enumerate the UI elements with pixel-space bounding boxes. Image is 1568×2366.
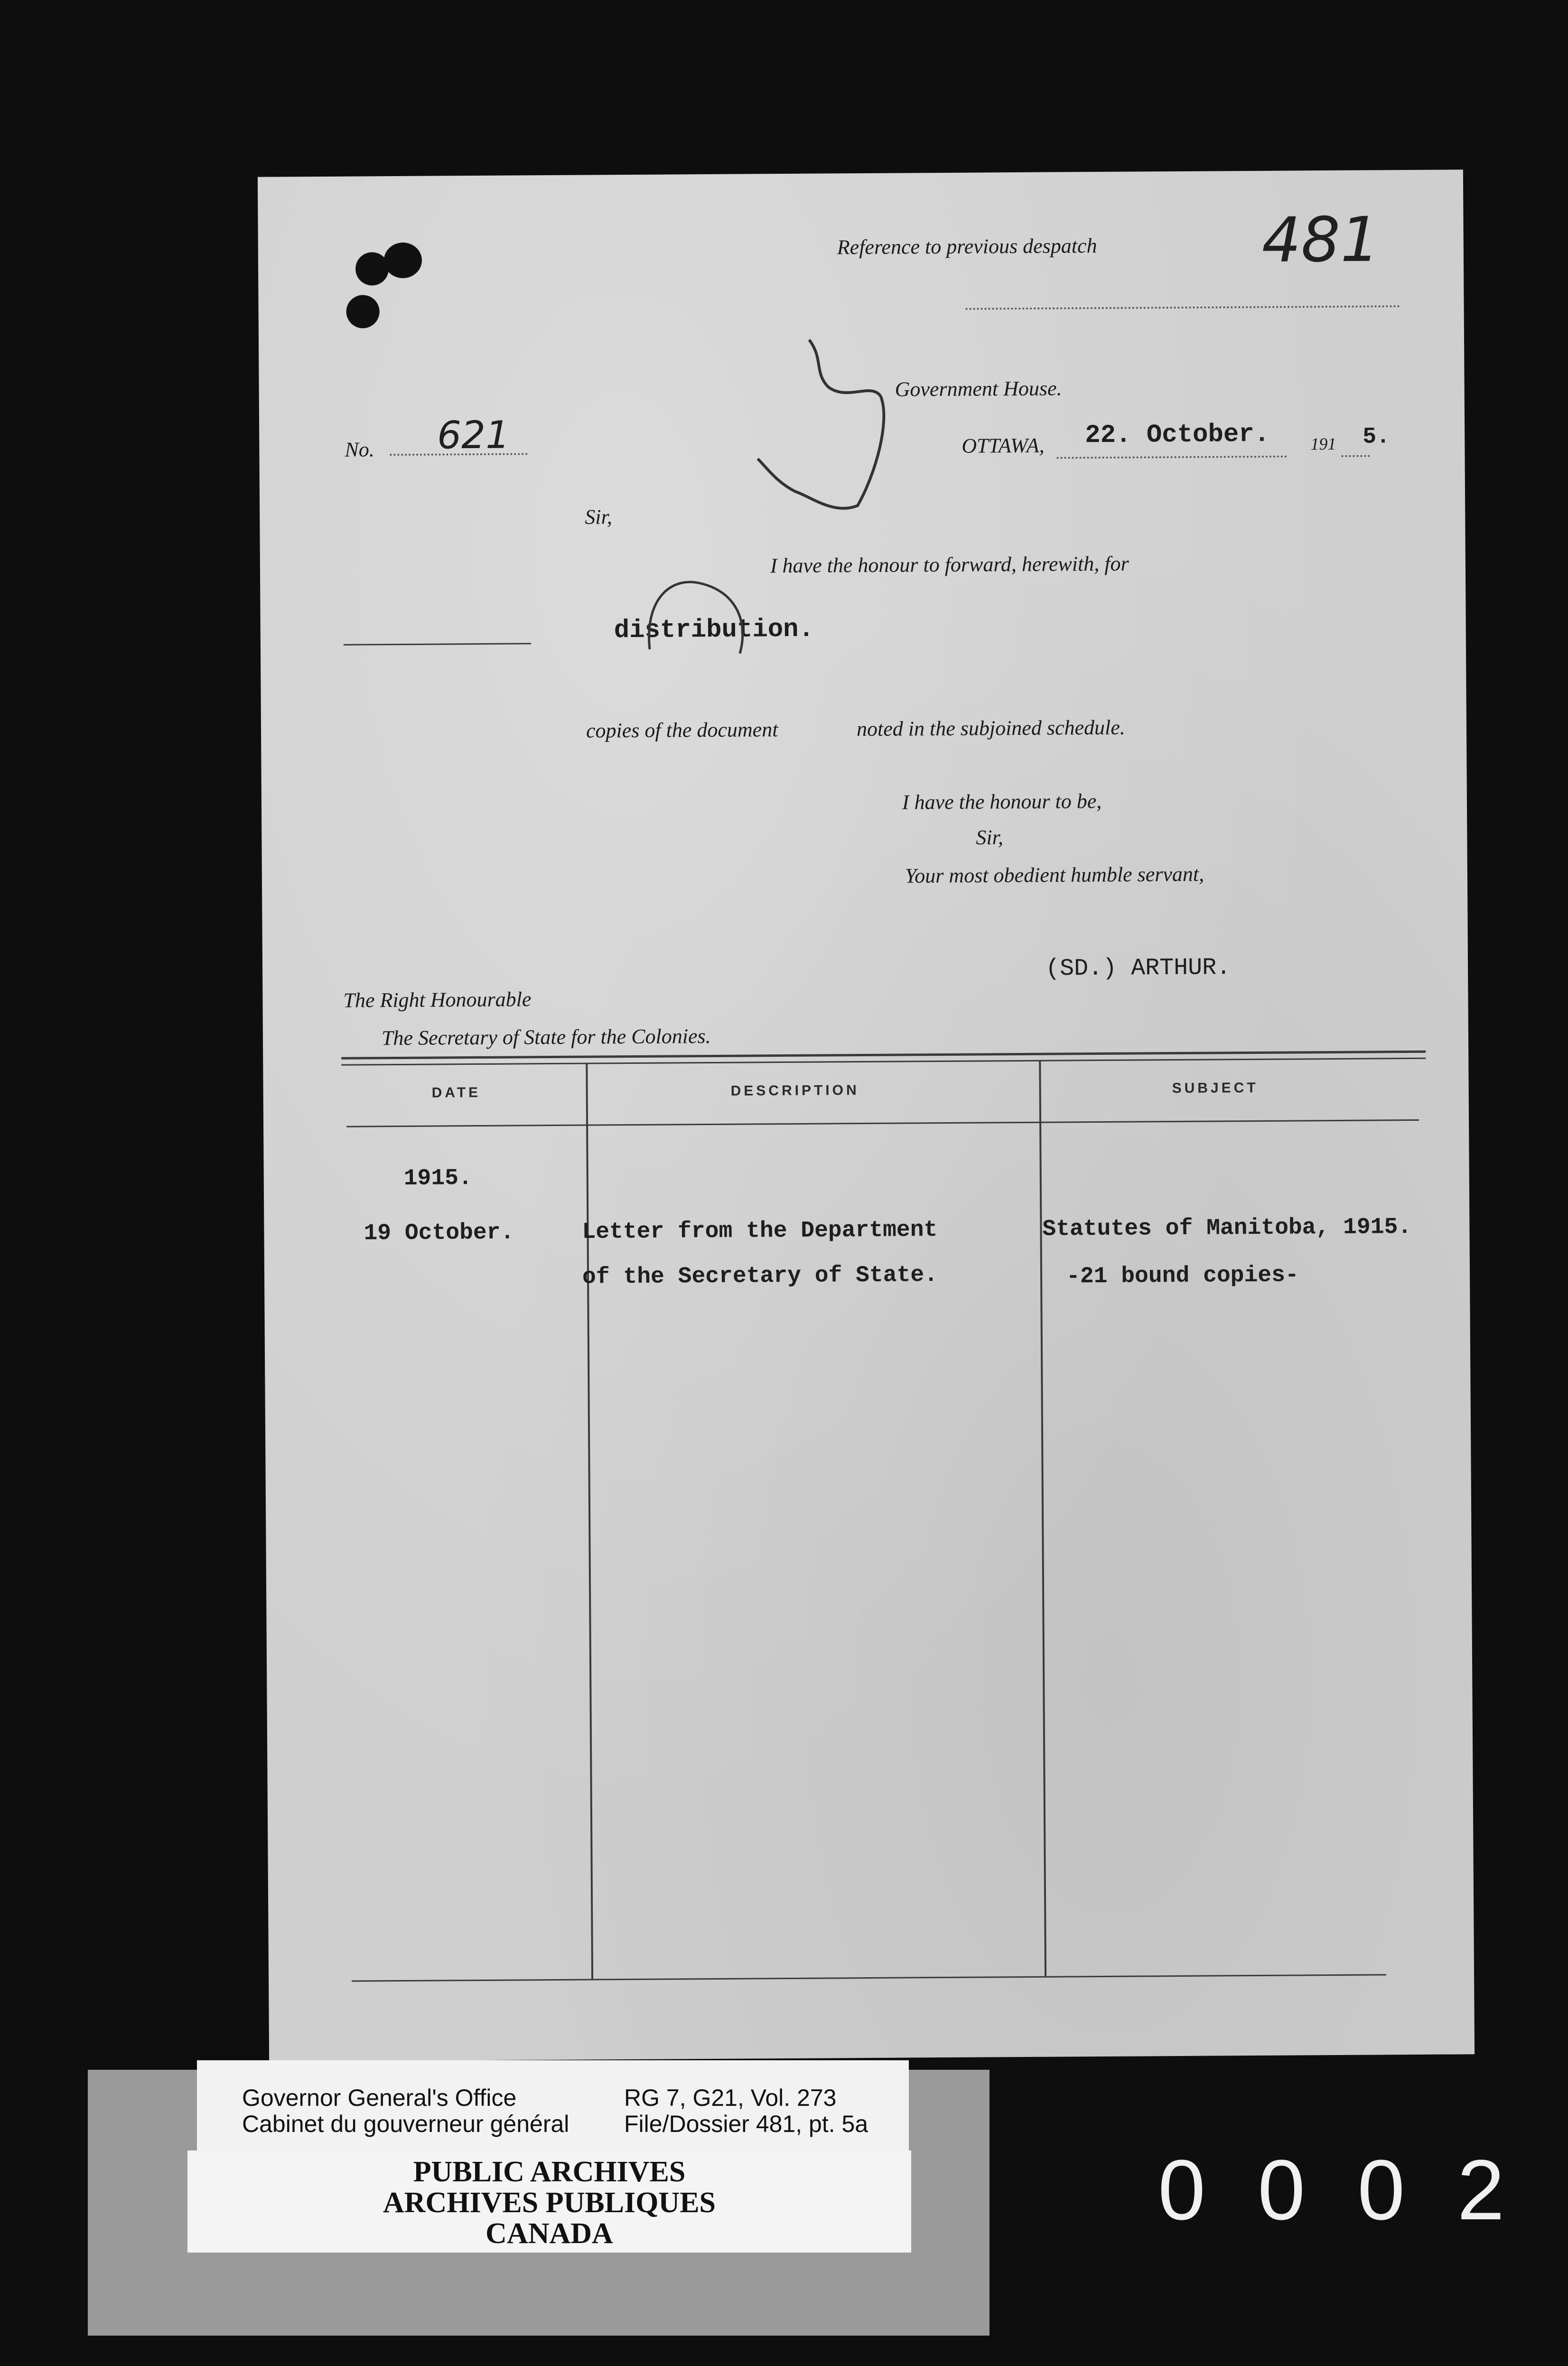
archives-line-3: CANADA xyxy=(485,2217,613,2250)
office-french: Cabinet du gouverneur général xyxy=(242,2111,569,2137)
year-dotted-line xyxy=(1342,455,1370,457)
table-row-description-2: of the Secretary of State. xyxy=(582,1262,938,1290)
salutation: Sir, xyxy=(585,505,612,529)
table-divider-1 xyxy=(586,1064,593,1980)
closing-line-3: Your most obedient humble servant, xyxy=(905,862,1204,888)
pencil-loop xyxy=(640,563,764,659)
purpose: distribution. xyxy=(614,615,814,646)
table-header-rule xyxy=(346,1119,1419,1127)
reference-number: 481 xyxy=(1261,203,1380,276)
margin-rule xyxy=(344,643,531,645)
punch-hole xyxy=(384,243,422,278)
column-header-subject: SUBJECT xyxy=(1172,1080,1259,1097)
government-house: Government House. xyxy=(895,376,1062,401)
office-english: Governor General's Office xyxy=(242,2084,517,2111)
record-group-reference: RG 7, G21, Vol. 273 xyxy=(624,2084,837,2111)
archives-line-2: ARCHIVES PUBLIQUES xyxy=(383,2187,716,2219)
addressee-line-1: The Right Honourable xyxy=(343,987,532,1012)
column-header-date: DATE xyxy=(431,1084,481,1101)
archives-line-1: PUBLIC ARCHIVES xyxy=(413,2156,686,2188)
frame-number: 0002 xyxy=(1158,2142,1557,2238)
schedule-year: 1915. xyxy=(403,1165,472,1192)
reference-label: Reference to previous despatch xyxy=(837,234,1097,259)
table-divider-2 xyxy=(1039,1061,1046,1977)
table-row-subject-1: Statutes of Manitoba, 1915. xyxy=(1042,1214,1412,1242)
number-label: No. xyxy=(345,438,374,461)
column-header-description: DESCRIPTION xyxy=(730,1082,859,1099)
date-day-month: 22. October. xyxy=(1085,420,1270,451)
reference-dotted-line xyxy=(966,305,1400,310)
file-reference: File/Dossier 481, pt. 5a xyxy=(624,2111,868,2137)
pencil-scribble xyxy=(738,329,939,530)
date-dotted-line xyxy=(1057,456,1287,459)
archive-label-reference xyxy=(197,2060,909,2155)
copies-line-a: copies of the document xyxy=(586,718,778,742)
closing-line-2: Sir, xyxy=(976,826,1004,849)
year-suffix: 5. xyxy=(1363,424,1391,450)
despatch-page xyxy=(258,169,1475,2061)
despatch-number: 621 xyxy=(437,413,510,458)
year-prefix: 191 xyxy=(1310,434,1336,454)
table-row-date: 19 October. xyxy=(364,1220,514,1247)
intro-line: I have the honour to forward, herewith, for xyxy=(770,552,1129,578)
city: OTTAWA, xyxy=(961,433,1045,458)
table-row-subject-2: -21 bound copies- xyxy=(1066,1262,1299,1290)
closing-line-1: I have the honour to be, xyxy=(902,789,1102,814)
table-row-description-1: Letter from the Department xyxy=(582,1217,938,1245)
table-bottom-rule xyxy=(352,1974,1386,1981)
table-top-rule-2 xyxy=(341,1058,1426,1066)
signature: (SD.) ARTHUR. xyxy=(1045,954,1231,983)
addressee-line-2: The Secretary of State for the Colonies. xyxy=(381,1024,711,1050)
punch-hole xyxy=(346,295,379,328)
copies-line-b: noted in the subjoined schedule. xyxy=(856,715,1125,741)
